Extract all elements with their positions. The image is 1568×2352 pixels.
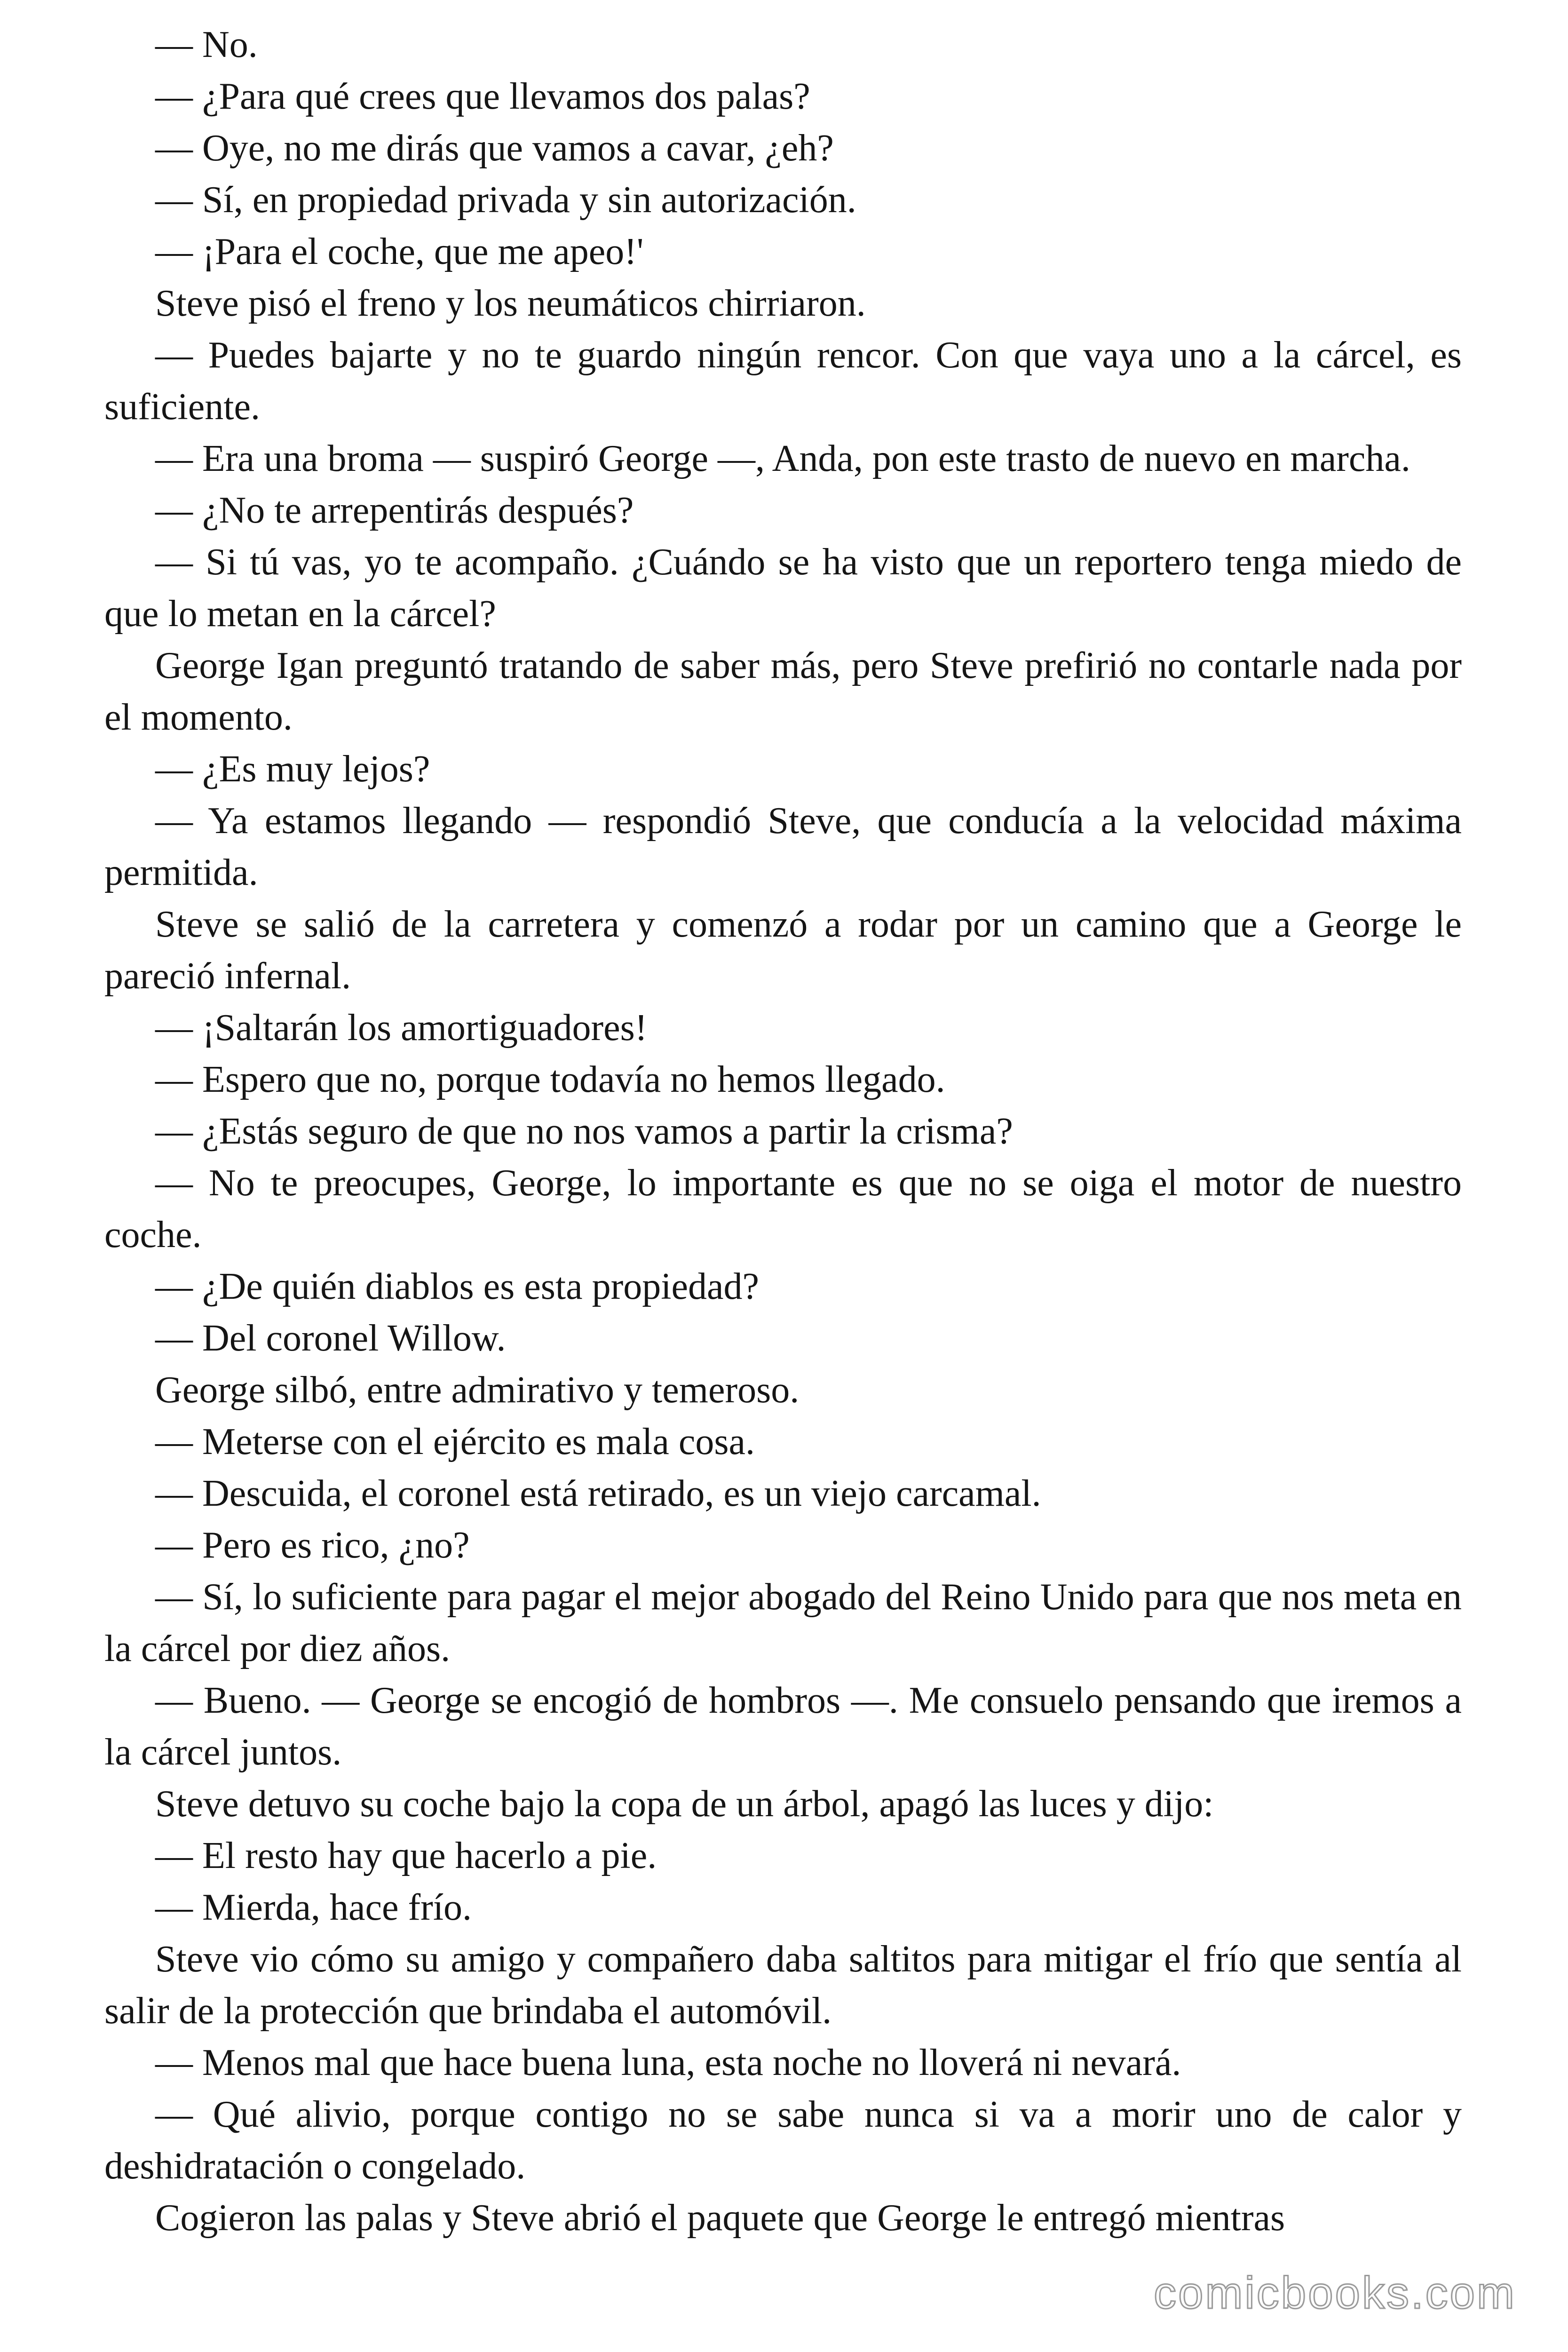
paragraph: — Mierda, hace frío.	[155, 1887, 472, 1928]
paragraph: — Sí, lo suficiente para pagar el mejor abogado del Reino Unido para que nos meta en la cárcel por diez años.	[104, 1576, 1462, 1669]
paragraph: — No.	[155, 24, 258, 65]
paragraph: — Menos mal que hace buena luna, esta noche no lloverá ni nevará.	[155, 2042, 1181, 2083]
paragraph: — ¡Para el coche, que me apeo!'	[155, 231, 644, 272]
paragraph: — ¿No te arrepentirás después?	[155, 490, 634, 531]
paragraph: — Espero que no, porque todavía no hemos llegado.	[155, 1059, 945, 1100]
paragraph: George silbó, entre admirativo y temeroso.	[155, 1369, 800, 1411]
paragraph: — ¿De quién diablos es esta propiedad?	[155, 1266, 760, 1307]
paragraph: Steve se salió de la carretera y comenzó a rodar por un camino que a George le pareció infernal.	[104, 904, 1462, 997]
paragraph: Steve pisó el freno y los neumáticos chirriaron.	[155, 283, 866, 324]
paragraph: — ¿Estás seguro de que no nos vamos a partir la crisma?	[155, 1111, 1013, 1152]
paragraph: — Del coronel Willow.	[155, 1318, 506, 1359]
paragraph: — Si tú vas, yo te acompaño. ¿Cuándo se ha visto que un reportero tenga miedo de que lo metan en la cárcel?	[104, 541, 1462, 635]
paragraph: — ¡Saltarán los amortiguadores!	[155, 1007, 648, 1049]
paragraph: — ¿Es muy lejos?	[155, 748, 430, 790]
paragraph: — Oye, no me dirás que vamos a cavar, ¿eh?	[155, 127, 834, 169]
paragraph: Cogieron las palas y Steve abrió el paquete que George le entregó mientras	[155, 2197, 1285, 2239]
paragraph: Steve detuvo su coche bajo la copa de un árbol, apagó las luces y dijo:	[155, 1783, 1214, 1825]
paragraph: Steve vio cómo su amigo y compañero daba saltitos para mitigar el frío que sentía al salir de la protección que brindaba el automóvil.	[104, 1939, 1462, 2032]
paragraph: — Meterse con el ejército es mala cosa.	[155, 1421, 755, 1462]
paragraph: — Ya estamos llegando — respondió Steve, que conducía a la velocidad máxima permitida.	[104, 800, 1462, 893]
paragraph: — Bueno. — George se encogió de hombros —. Me consuelo pensando que iremos a la cárcel juntos.	[104, 1680, 1462, 1773]
paragraph: — ¿Para qué crees que llevamos dos palas?	[155, 76, 810, 117]
page-text	[104, 19, 1462, 2244]
paragraph: — Puedes bajarte y no te guardo ningún rencor. Con que vaya uno a la cárcel, es suficiente.	[104, 334, 1462, 428]
paragraph: — Pero es rico, ¿no?	[155, 1525, 470, 1566]
paragraph: — No te preocupes, George, lo importante es que no se oiga el motor de nuestro coche.	[104, 1162, 1462, 1255]
paragraph: — Descuida, el coronel está retirado, es un viejo carcamal.	[155, 1473, 1041, 1514]
paragraph: — Qué alivio, porque contigo no se sabe nunca si va a morir uno de calor y deshidratación o congelado.	[104, 2094, 1462, 2187]
paragraph: — Sí, en propiedad privada y sin autorización.	[155, 179, 856, 221]
site-watermark: comicbooks.com	[1154, 2268, 1516, 2318]
paragraph: — El resto hay que hacerlo a pie.	[155, 1835, 657, 1876]
paragraph: — Era una broma — suspiró George —, Anda, pon este trasto de nuevo en marcha.	[155, 438, 1410, 479]
paragraph: George Igan preguntó tratando de saber más, pero Steve prefirió no contarle nada por el momento.	[104, 645, 1462, 738]
